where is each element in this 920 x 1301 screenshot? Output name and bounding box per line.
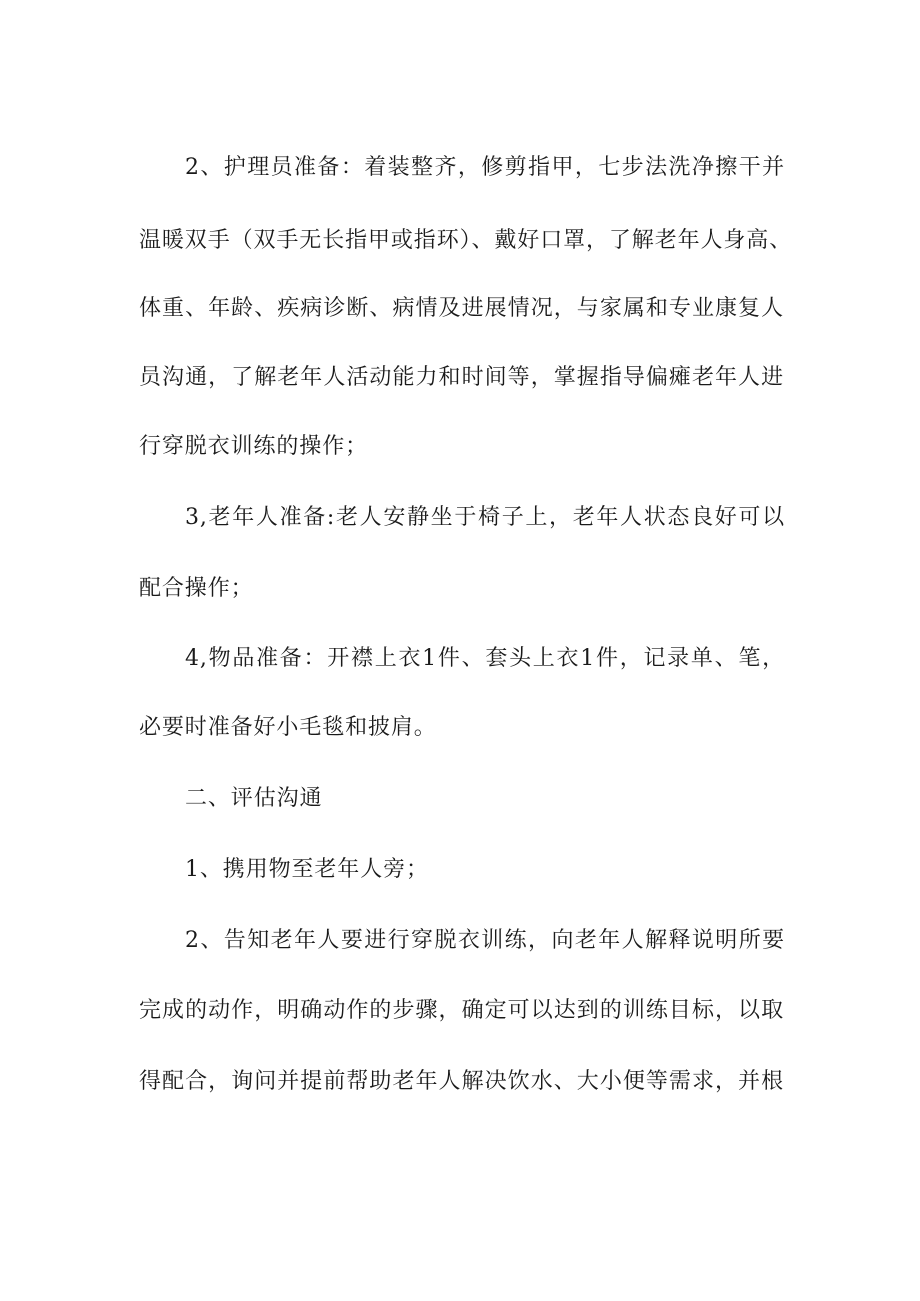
paragraph-line-13: 完成的动作，明确动作的步骤，确定可以达到的训练目标，以取 [139, 998, 784, 1023]
paragraph-line-8: 4,物品准备：开襟上衣1件、套头上衣1件，记录单、笔， [185, 646, 785, 671]
paragraph-line-2: 温暖双手（双手无长指甲或指环）、戴好口罩，了解老年人身高、 [139, 228, 793, 253]
paragraph-line-9: 必要时准备好小毛毯和披肩。 [139, 715, 437, 740]
paragraph-line-7: 配合操作； [139, 576, 254, 601]
paragraph-line-14: 得配合，询问并提前帮助老年人解决饮水、大小便等需求，并根 [139, 1069, 784, 1094]
paragraph-line-1: 2、护理员准备：着装整齐，修剪指甲，七步法洗净擦干并 [185, 155, 785, 180]
paragraph-line-12: 2、告知老年人要进行穿脱衣训练，向老年人解释说明所要 [185, 928, 785, 953]
paragraph-line-5: 行穿脱衣训练的操作； [139, 434, 369, 459]
paragraph-line-6: 3,老年人准备:老人安静坐于椅子上，老年人状态良好可以 [185, 505, 785, 530]
paragraph-line-11: 1、携用物至老年人旁； [185, 857, 429, 882]
section-heading: 二、评估沟通 [185, 786, 323, 811]
paragraph-line-4: 员沟通，了解老年人活动能力和时间等，掌握指导偏瘫老年人进 [139, 365, 784, 390]
paragraph-line-3: 体重、年龄、疾病诊断、病情及进展情况，与家属和专业康复人 [139, 296, 784, 321]
